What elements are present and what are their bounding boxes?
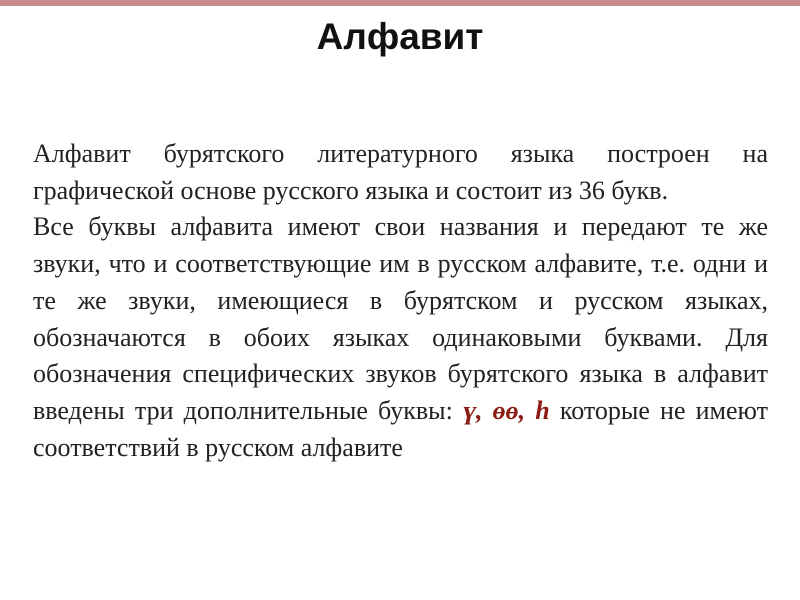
paragraph-details-text: Все буквы алфавита имеют свои названия и передают те же звуки, что и соответствующие им в русском алфавите, т.е. одни и те же звуки, имеющиеся в бурятском и русском языках, обозначаются в обоих языках одинаковыми буквами. Для обозначения специфических звуков бурятского языка в алфавит введены три дополнительные буквы: bbox=[33, 212, 768, 425]
additional-letters: ү, өө, һ bbox=[463, 395, 550, 425]
slide-title: Алфавит bbox=[316, 16, 484, 57]
top-accent-bar bbox=[0, 0, 800, 6]
slide-body bbox=[33, 136, 768, 466]
paragraph-intro: Алфавит бурятского литературного языка построен на графической основе русского языка и состоит из 36 букв. bbox=[33, 139, 768, 205]
paragraph-details-ending: которые не имеют соответствий в русском алфавите bbox=[33, 395, 768, 462]
paragraph-details bbox=[33, 209, 768, 466]
